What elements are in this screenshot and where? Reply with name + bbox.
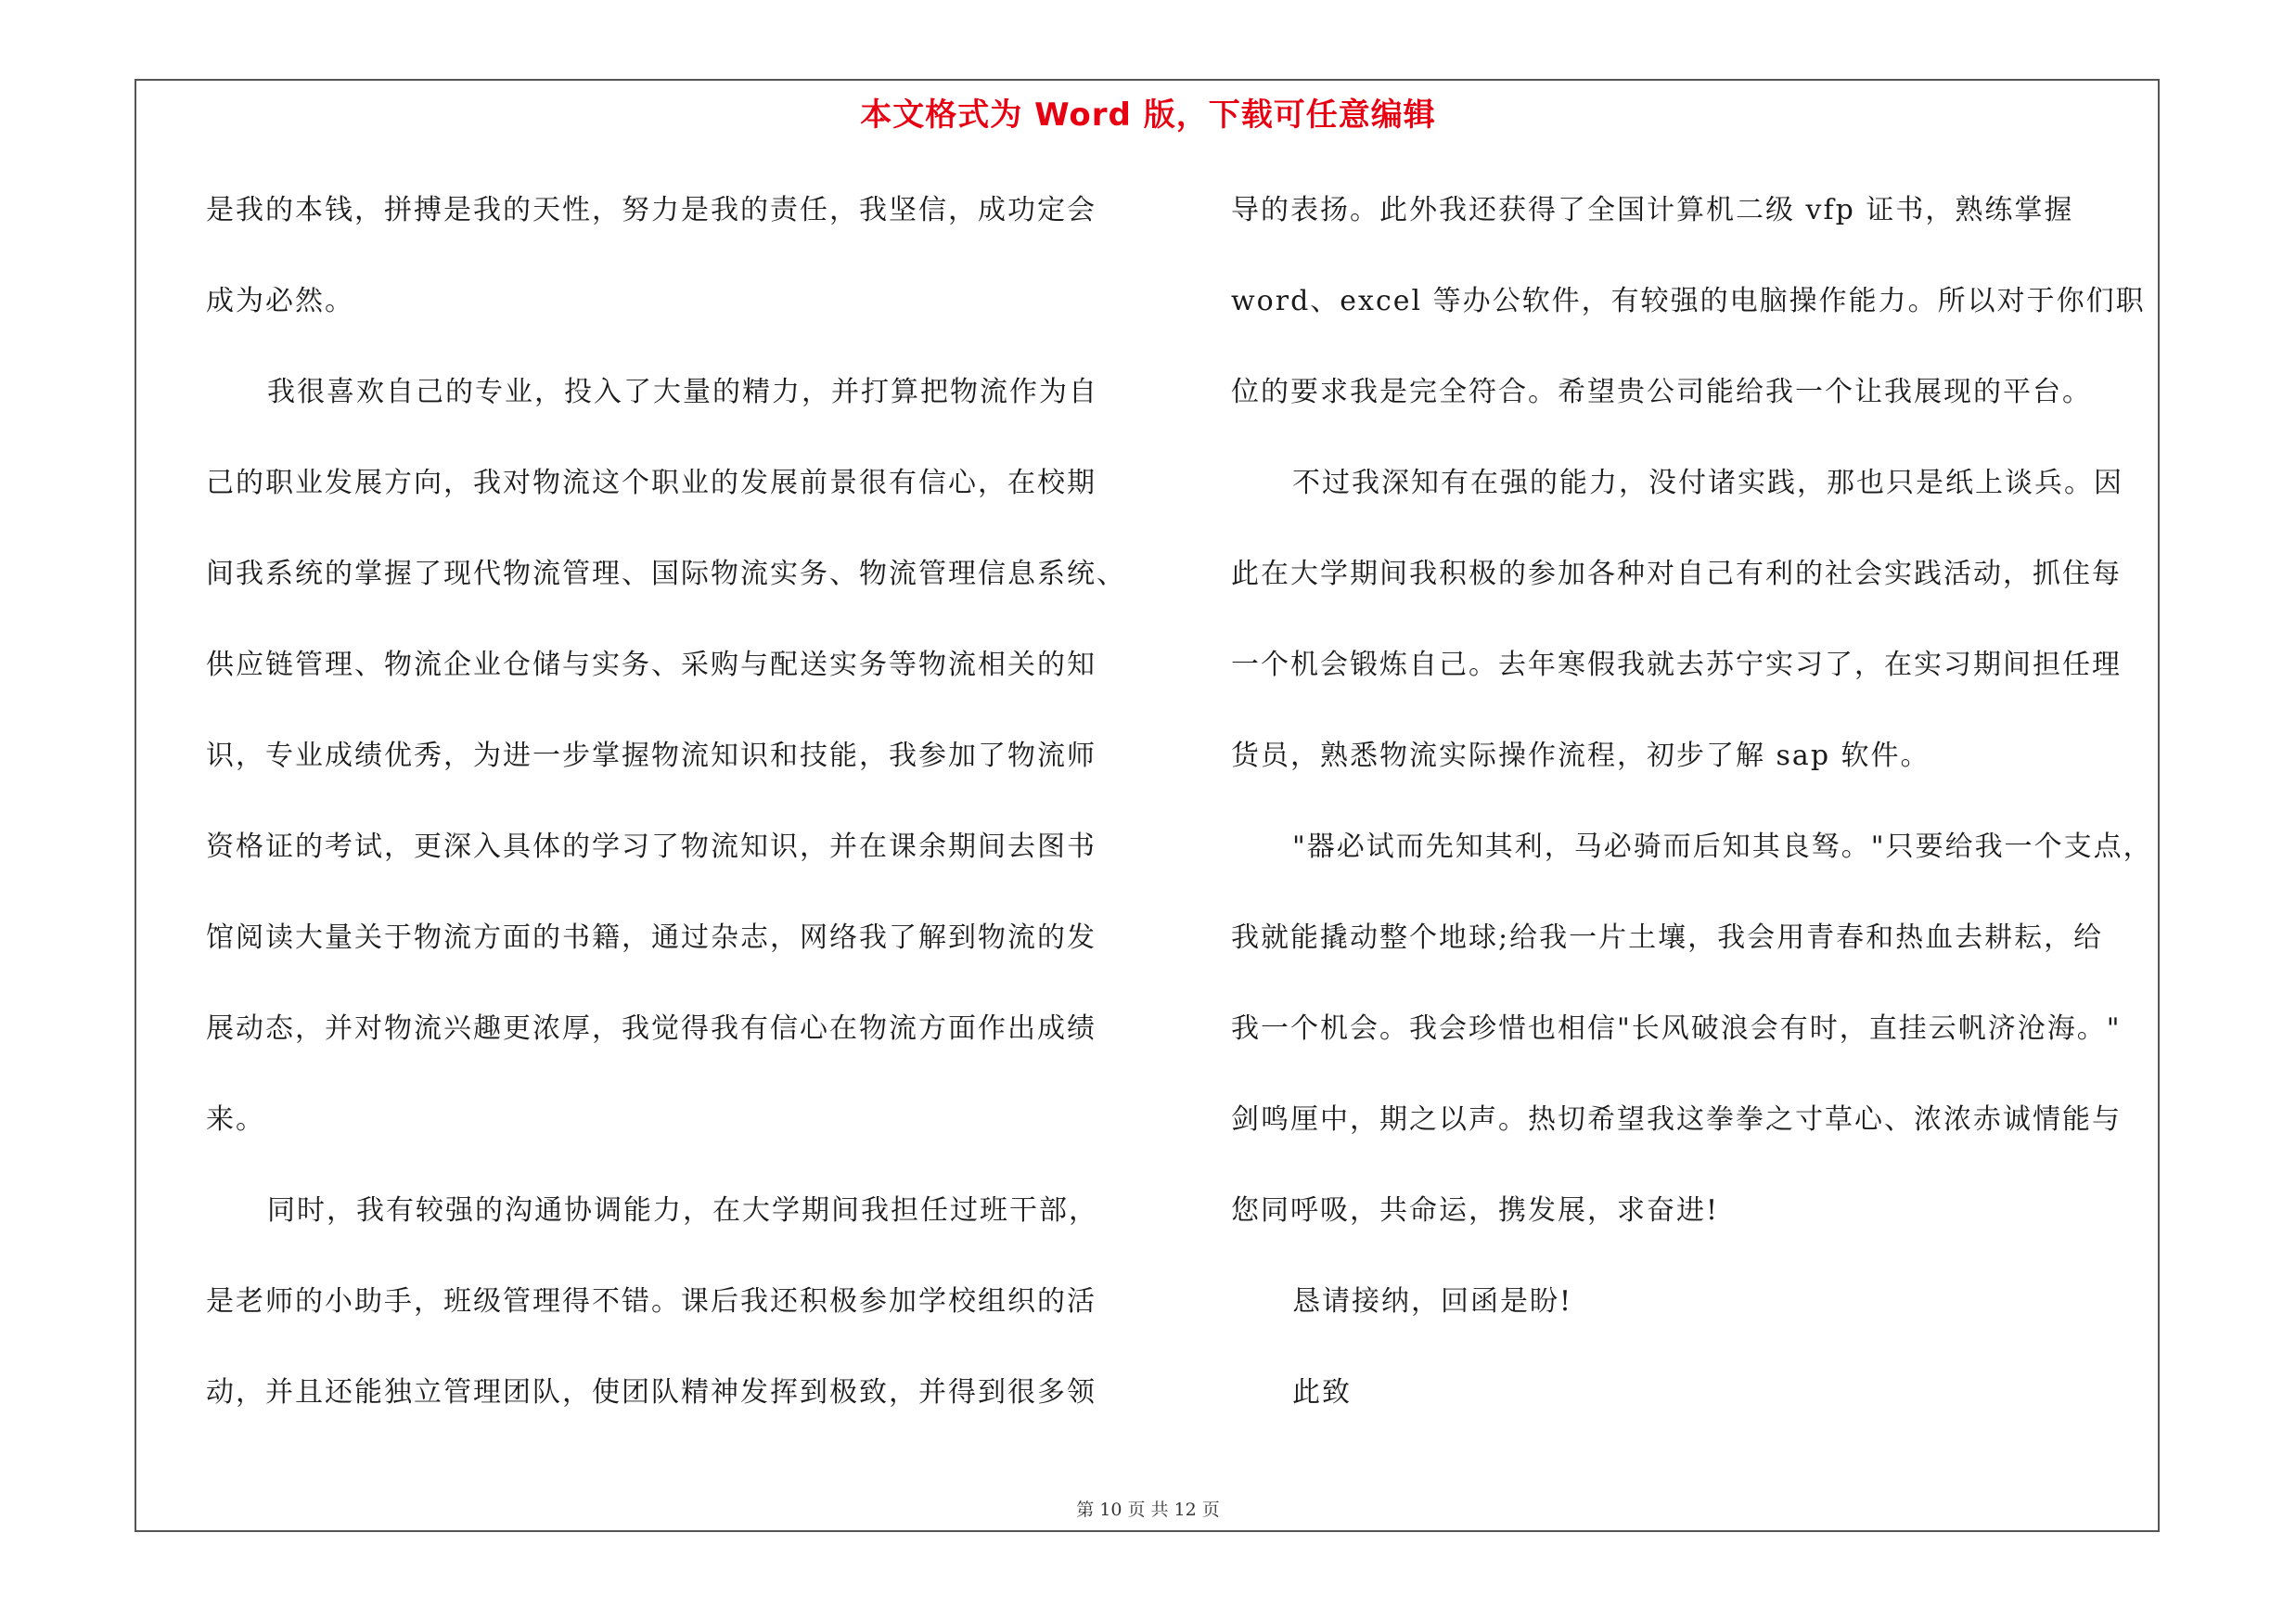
text-line: 一个机会锻炼自己。去年寒假我就去苏宁实习了，在实习期间担任理 xyxy=(1231,649,2122,681)
text-line: 我一个机会。我会珍惜也相信"长风破浪会有时，直挂云帆济沧海。" xyxy=(1231,1012,2122,1045)
text-line: 此在大学期间我积极的参加各种对自己有利的社会实践活动，抓住每 xyxy=(1231,558,2122,590)
text-line: 来。 xyxy=(206,1103,265,1136)
text-line: 识，专业成绩优秀，为进一步掌握物流知识和技能，我参加了物流师 xyxy=(206,740,1097,772)
text-line: 我就能撬动整个地球;给我一片土壤，我会用青春和热血去耕耘，给 xyxy=(1231,921,2104,954)
text-line: 您同呼吸，共命运，携发展，求奋进! xyxy=(1231,1194,1720,1227)
text-line: 恳请接纳，回函是盼! xyxy=(1292,1285,1573,1318)
text-line: 资格证的考试，更深入具体的学习了物流知识，并在课余期间去图书 xyxy=(206,831,1097,863)
text-line: 供应链管理、物流企业仓储与实务、采购与配送实务等物流相关的知 xyxy=(206,649,1097,681)
text-line: 货员，熟悉物流实际操作流程，初步了解 sap 软件。 xyxy=(1231,740,1930,772)
text-line: "器必试而先知其利，马必骑而后知其良驽。"只要给我一个支点， xyxy=(1292,831,2153,863)
text-line: 同时，我有较强的沟通协调能力，在大学期间我担任过班干部， xyxy=(267,1194,1098,1227)
text-line: 动，并且还能独立管理团队，使团队精神发挥到极致，并得到很多领 xyxy=(206,1376,1097,1409)
text-line: 我很喜欢自己的专业，投入了大量的精力，并打算把物流作为自 xyxy=(267,376,1098,408)
format-banner: 本文格式为 Word 版，下载可任意编辑 xyxy=(860,97,1436,134)
right-text-column xyxy=(1231,178,2159,1451)
text-line: 己的职业发展方向，我对物流这个职业的发展前景很有信心，在校期 xyxy=(206,467,1097,499)
text-line: 是我的本钱，拼搏是我的天性，努力是我的责任，我坚信，成功定会 xyxy=(206,194,1097,226)
text-line: 馆阅读大量关于物流方面的书籍，通过杂志，网络我了解到物流的发 xyxy=(206,921,1097,954)
left-text-column xyxy=(206,178,1134,1451)
text-line: word、excel 等办公软件，有较强的电脑操作能力。所以对于你们职 xyxy=(1231,285,2146,317)
text-line: 剑鸣厘中，期之以声。热切希望我这拳拳之寸草心、浓浓赤诚情能与 xyxy=(1231,1103,2122,1136)
text-line: 是老师的小助手，班级管理得不错。课后我还积极参加学校组织的活 xyxy=(206,1285,1097,1318)
text-line: 此致 xyxy=(1292,1376,1352,1409)
text-line: 导的表扬。此外我还获得了全国计算机二级 vfp 证书，熟练掌握 xyxy=(1231,194,2074,226)
text-line: 不过我深知有在强的能力，没付诸实践，那也只是纸上谈兵。因 xyxy=(1292,467,2123,499)
text-line: 间我系统的掌握了现代物流管理、国际物流实务、物流管理信息系统、 xyxy=(206,558,1126,590)
text-line: 成为必然。 xyxy=(206,285,354,317)
text-line: 展动态，并对物流兴趣更浓厚，我觉得我有信心在物流方面作出成绩 xyxy=(206,1012,1097,1045)
page-number-footer: 第 10 页 共 12 页 xyxy=(1076,1500,1220,1520)
text-line: 位的要求我是完全符合。希望贵公司能给我一个让我展现的平台。 xyxy=(1231,376,2092,408)
